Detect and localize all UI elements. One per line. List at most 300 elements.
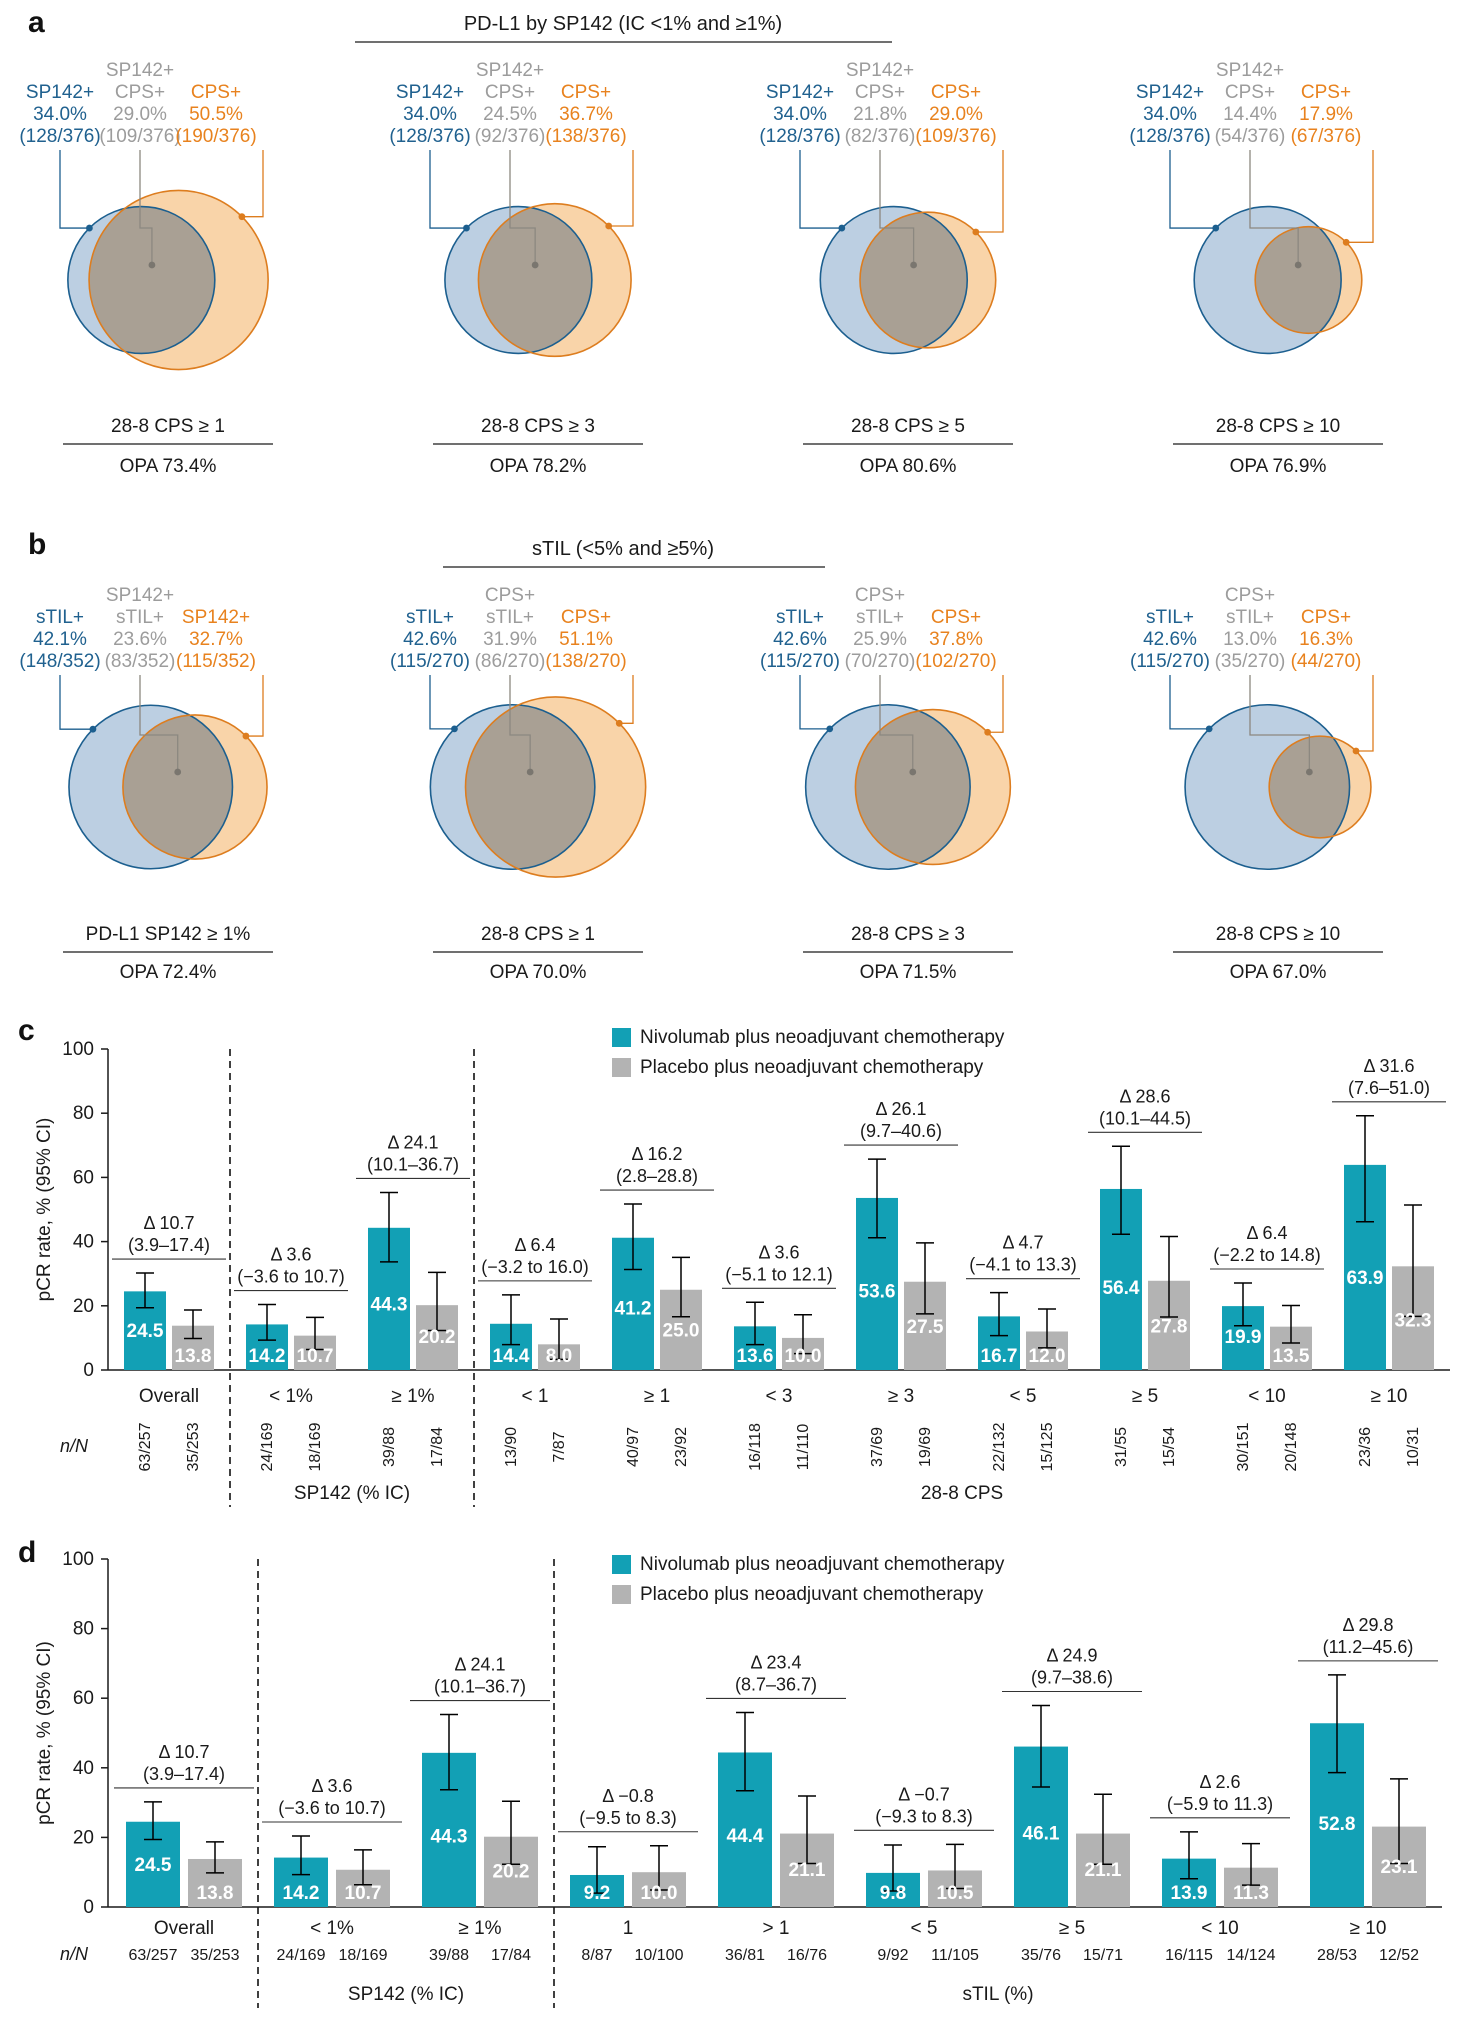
venn-dot-left	[451, 725, 458, 732]
n-over-N: 23/92	[673, 1426, 690, 1468]
venn-label-middle	[99, 60, 180, 147]
venn-connector-right	[246, 675, 263, 736]
n-over-N: 30/151	[1235, 1422, 1252, 1472]
svg-text:(82/376): (82/376)	[844, 126, 916, 147]
svg-text:(128/376): (128/376)	[389, 126, 471, 147]
n-over-N: 12/52	[1378, 1947, 1420, 1964]
n-over-N: 9/92	[877, 1947, 909, 1964]
venn-dot-right	[1343, 239, 1350, 246]
delta-ci: (10.1–36.7)	[366, 1154, 460, 1175]
svg-text:(115/270): (115/270)	[760, 651, 840, 672]
svg-text:SP142+: SP142+	[1215, 60, 1285, 81]
n-over-N: 35/253	[185, 1422, 202, 1472]
bar-value-label: 44.3	[430, 1826, 468, 1848]
svg-text:(70/270): (70/270)	[844, 651, 916, 672]
svg-text:CPS+: CPS+	[854, 82, 906, 103]
venn-label-middle	[105, 585, 176, 672]
svg-text:SP142+: SP142+	[105, 60, 175, 81]
y-tick-label: 100	[62, 1549, 94, 1570]
bar-value-label: 20.2	[418, 1326, 456, 1348]
panel-b-venn-figure	[0, 525, 1479, 1010]
legend-swatch-placebo	[612, 1058, 631, 1077]
svg-text:sTIL+: sTIL+	[485, 607, 535, 628]
bar-value-label: 27.5	[906, 1316, 944, 1338]
venn-dot-right	[984, 729, 991, 736]
category-label: ≥ 1%	[458, 1918, 502, 1939]
svg-text:sTIL+: sTIL+	[115, 607, 165, 628]
venn-connector-right	[988, 675, 1003, 732]
venn-caption: 28-8 CPS ≥ 1	[111, 416, 225, 437]
venn-dot-left	[838, 225, 845, 232]
svg-text:sTIL+: sTIL+	[1225, 607, 1275, 628]
svg-text:(128/376): (128/376)	[1129, 126, 1211, 147]
venn-label-right	[915, 607, 996, 672]
venn-connector-right	[1356, 675, 1373, 751]
delta-ci: (−3.6 to 10.7)	[237, 1266, 345, 1287]
svg-text:32.7%: 32.7%	[189, 629, 243, 650]
category-label: < 10	[1201, 1918, 1239, 1939]
bar-value-label: 9.2	[583, 1883, 611, 1904]
venn-dot-left	[826, 725, 833, 732]
svg-text:(148/352): (148/352)	[19, 651, 101, 672]
delta-ci: (9.7–40.6)	[859, 1121, 943, 1142]
delta-value: Δ 6.4	[1246, 1223, 1288, 1244]
svg-text:(138/376): (138/376)	[545, 126, 627, 147]
category-label: < 5	[1009, 1386, 1037, 1407]
n-over-N: 17/84	[490, 1947, 532, 1964]
delta-ci: (9.7–38.6)	[1030, 1667, 1114, 1688]
bar-value-label: 13.8	[174, 1346, 212, 1367]
legend-label: Placebo plus neoadjuvant chemotherapy	[640, 1584, 984, 1605]
svg-text:SP142+: SP142+	[845, 60, 915, 81]
delta-value: Δ 28.6	[1119, 1086, 1171, 1107]
n-over-N: 31/55	[1113, 1426, 1130, 1468]
venn-caption: 28-8 CPS ≥ 5	[851, 416, 965, 437]
svg-text:42.6%: 42.6%	[1143, 629, 1197, 650]
bar-value-label: 10.0	[784, 1346, 822, 1367]
bar-value-label: 44.4	[726, 1826, 764, 1848]
category-label: Overall	[138, 1386, 200, 1407]
venn-dot-left	[1206, 725, 1213, 732]
venn-label-middle	[475, 585, 546, 672]
venn-caption: 28-8 CPS ≥ 3	[481, 416, 595, 437]
venn-dot-middle	[174, 769, 181, 776]
n-over-N: 16/76	[786, 1947, 828, 1964]
venn-label-left	[1130, 607, 1210, 672]
venn-dot-middle	[910, 262, 917, 269]
delta-ci: (8.7–36.7)	[734, 1674, 818, 1695]
panel-b-label: b	[28, 528, 47, 561]
venn-label-middle	[845, 585, 916, 672]
n-over-N: 37/69	[869, 1426, 886, 1468]
venn-label-right	[175, 82, 256, 147]
n-over-N: 22/132	[991, 1422, 1008, 1472]
bar-value-label: 23.1	[1380, 1857, 1418, 1879]
category-label: ≥ 1%	[391, 1386, 435, 1407]
delta-value: Δ −0.7	[898, 1784, 950, 1805]
y-axis-title: pCR rate, % (95% CI)	[34, 1117, 55, 1302]
y-tick-label: 0	[83, 1897, 94, 1918]
venn-connector-left	[60, 675, 93, 729]
svg-text:SP142+: SP142+	[395, 82, 465, 103]
venn-dot-middle	[909, 769, 916, 776]
venn-dot-left	[1212, 225, 1219, 232]
venn-caption: 28-8 CPS ≥ 1	[481, 924, 595, 945]
y-tick-label: 20	[72, 1295, 94, 1317]
bar-value-label: 9.8	[879, 1883, 907, 1904]
venn-dot-left	[90, 726, 97, 733]
n-over-N: 16/118	[747, 1423, 764, 1471]
bar-value-label: 12.0	[1028, 1346, 1066, 1367]
venn-caption: 28-8 CPS ≥ 10	[1215, 924, 1341, 945]
venn-caption: 28-8 CPS ≥ 3	[851, 924, 965, 945]
venn-label-left	[19, 82, 100, 147]
n-over-N: 18/169	[307, 1422, 324, 1472]
delta-value: Δ 23.4	[750, 1652, 802, 1673]
venn-label-right	[176, 607, 256, 672]
n-over-N: 14/124	[1226, 1947, 1276, 1964]
svg-text:SP142+: SP142+	[25, 82, 95, 103]
delta-value: Δ 4.7	[1002, 1232, 1044, 1253]
bar-value-label: 10.0	[640, 1883, 678, 1904]
venn-opa: OPA 80.6%	[859, 456, 957, 477]
delta-ci: (−9.5 to 8.3)	[579, 1807, 677, 1828]
bar-value-label: 10.7	[296, 1346, 334, 1367]
axis-group-title: sTIL (%)	[962, 1984, 1034, 2005]
delta-ci: (10.1–44.5)	[1098, 1108, 1192, 1129]
venn-diagram	[19, 60, 273, 477]
venn-dot-left	[86, 225, 93, 232]
delta-value: Δ 3.6	[758, 1242, 800, 1263]
svg-text:CPS+: CPS+	[930, 607, 982, 628]
bar-value-label: 56.4	[1102, 1277, 1140, 1299]
venn-connector-right	[976, 150, 1003, 232]
n-over-N: 63/257	[128, 1947, 178, 1964]
n-over-N: 19/69	[917, 1426, 934, 1468]
venn-diagram	[760, 585, 1013, 983]
bar-value-label: 41.2	[614, 1298, 652, 1320]
y-tick-label: 80	[72, 1103, 94, 1125]
delta-ci: (−5.9 to 11.3)	[1166, 1793, 1274, 1814]
svg-text:(115/270): (115/270)	[390, 651, 470, 672]
svg-text:CPS+: CPS+	[1224, 82, 1276, 103]
category-label: < 5	[910, 1918, 938, 1939]
bar-value-label: 53.6	[858, 1281, 896, 1303]
venn-connector-right	[619, 675, 633, 723]
svg-text:17.9%: 17.9%	[1299, 104, 1353, 125]
legend-label: Placebo plus neoadjuvant chemotherapy	[640, 1057, 984, 1078]
delta-value: Δ 16.2	[631, 1144, 683, 1165]
y-tick-label: 20	[72, 1827, 94, 1849]
nN-axis-label: n/N	[60, 1436, 89, 1456]
venn-dot-middle	[532, 262, 539, 269]
svg-text:sTIL+: sTIL+	[1145, 607, 1195, 628]
svg-text:SP142+: SP142+	[1135, 82, 1205, 103]
svg-text:13.0%: 13.0%	[1223, 629, 1277, 650]
svg-text:(115/270): (115/270)	[1130, 651, 1210, 672]
n-over-N: 10/31	[1405, 1426, 1422, 1468]
delta-value: Δ 24.1	[387, 1132, 439, 1153]
venn-opa: OPA 71.5%	[859, 962, 957, 983]
venn-label-right	[1291, 607, 1362, 672]
svg-text:34.0%: 34.0%	[1143, 104, 1197, 125]
venn-connector-right	[242, 150, 263, 217]
y-axis-title: pCR rate, % (95% CI)	[34, 1641, 55, 1825]
bar-value-label: 20.2	[492, 1861, 530, 1883]
legend-label: Nivolumab plus neoadjuvant chemotherapy	[640, 1554, 1005, 1575]
delta-ci: (10.1–36.7)	[433, 1676, 527, 1697]
venn-diagram	[1130, 585, 1383, 983]
n-over-N: 18/169	[338, 1947, 388, 1964]
delta-value: Δ 10.7	[143, 1213, 195, 1234]
svg-text:31.9%: 31.9%	[483, 629, 537, 650]
delta-ci: (−3.2 to 16.0)	[481, 1256, 589, 1277]
bar-value-label: 27.8	[1150, 1316, 1188, 1338]
n-over-N: 11/110	[795, 1423, 812, 1471]
n-over-N: 36/81	[724, 1947, 766, 1964]
venn-dot-middle	[1295, 262, 1302, 269]
svg-text:(115/352): (115/352)	[176, 651, 256, 672]
venn-connector-right	[1346, 150, 1373, 242]
svg-text:sTIL+: sTIL+	[775, 607, 825, 628]
n-over-N: 15/54	[1161, 1426, 1178, 1468]
venn-label-left	[759, 82, 840, 147]
delta-ci: (2.8–28.8)	[615, 1166, 699, 1187]
category-label: ≥ 1	[643, 1386, 671, 1407]
svg-text:CPS+: CPS+	[114, 82, 166, 103]
venn-diagram	[1129, 60, 1383, 477]
y-tick-label: 80	[72, 1618, 94, 1640]
svg-text:CPS+: CPS+	[190, 82, 242, 103]
panel-c-bar-chart	[0, 1010, 1479, 1530]
svg-text:(67/376): (67/376)	[1290, 126, 1362, 147]
venn-label-right	[545, 607, 626, 672]
bar-value-label: 8.0	[545, 1346, 573, 1367]
delta-value: Δ 2.6	[1199, 1771, 1241, 1792]
panel-c-label: c	[18, 1014, 35, 1047]
delta-ci: (−2.2 to 14.8)	[1213, 1245, 1321, 1266]
bar-value-label: 10.7	[344, 1883, 382, 1904]
svg-text:42.6%: 42.6%	[403, 629, 457, 650]
svg-text:50.5%: 50.5%	[189, 104, 243, 125]
venn-label-middle	[1215, 60, 1286, 147]
svg-text:29.0%: 29.0%	[929, 104, 983, 125]
svg-text:(83/352): (83/352)	[104, 651, 176, 672]
panel-title: sTIL (<5% and ≥5%)	[532, 538, 714, 560]
venn-caption: 28-8 CPS ≥ 10	[1215, 416, 1341, 437]
svg-text:(109/376): (109/376)	[99, 126, 181, 147]
venn-label-right	[1291, 82, 1362, 147]
n-over-N: 15/71	[1082, 1947, 1124, 1964]
bar-value-label: 13.9	[1170, 1883, 1208, 1904]
bar-value-label: 10.5	[936, 1883, 974, 1904]
venn-opa: OPA 72.4%	[119, 962, 217, 983]
n-over-N: 24/169	[259, 1422, 276, 1472]
svg-text:14.4%: 14.4%	[1223, 104, 1277, 125]
svg-text:CPS+: CPS+	[930, 82, 982, 103]
venn-connector-left	[1170, 150, 1216, 228]
venn-dot-right	[605, 223, 612, 230]
delta-value: Δ 26.1	[875, 1099, 927, 1120]
bar-value-label: 14.4	[492, 1346, 530, 1367]
n-over-N: 8/87	[581, 1947, 613, 1964]
category-label: < 1%	[310, 1918, 354, 1939]
svg-text:(35/270): (35/270)	[1214, 651, 1286, 672]
n-over-N: 28/53	[1316, 1947, 1358, 1964]
category-label: < 1%	[269, 1386, 313, 1407]
axis-group-title: 28-8 CPS	[920, 1483, 1004, 1504]
n-over-N: 24/169	[276, 1947, 326, 1964]
delta-value: Δ 3.6	[270, 1244, 312, 1265]
svg-text:(54/376): (54/376)	[1214, 126, 1286, 147]
n-over-N: 35/253	[190, 1947, 240, 1964]
bar-value-label: 13.5	[1272, 1346, 1310, 1367]
n-over-N: 11/105	[931, 1947, 979, 1964]
venn-dot-left	[463, 225, 470, 232]
bar-value-label: 16.7	[980, 1346, 1018, 1367]
svg-text:(86/270): (86/270)	[474, 651, 546, 672]
venn-label-middle	[475, 60, 546, 147]
venn-dot-middle	[1306, 769, 1313, 776]
n-over-N: 10/100	[634, 1947, 684, 1964]
venn-connector-left	[800, 675, 830, 729]
delta-value: Δ 10.7	[158, 1741, 210, 1762]
svg-text:SP142+: SP142+	[765, 82, 835, 103]
delta-value: Δ 29.8	[1342, 1614, 1394, 1635]
venn-diagram	[19, 585, 273, 983]
n-over-N: 17/84	[429, 1426, 446, 1468]
svg-text:CPS+: CPS+	[1224, 585, 1276, 606]
delta-ci: (−4.1 to 13.3)	[969, 1254, 1077, 1275]
svg-text:29.0%: 29.0%	[113, 104, 167, 125]
bar-value-label: 13.8	[196, 1883, 234, 1904]
svg-text:SP142+: SP142+	[181, 607, 251, 628]
bar-value-label: 14.2	[248, 1346, 286, 1367]
delta-ci: (3.9–17.4)	[142, 1763, 226, 1784]
legend-label: Nivolumab plus neoadjuvant chemotherapy	[640, 1027, 1005, 1048]
venn-label-right	[545, 82, 626, 147]
svg-text:sTIL+: sTIL+	[855, 607, 905, 628]
svg-text:SP142+: SP142+	[475, 60, 545, 81]
svg-text:CPS+: CPS+	[854, 585, 906, 606]
bar-value-label: 14.2	[282, 1883, 320, 1904]
y-tick-label: 60	[72, 1167, 94, 1189]
bar-value-label: 21.1	[1084, 1860, 1122, 1882]
svg-text:25.9%: 25.9%	[853, 629, 907, 650]
category-label: < 1	[521, 1386, 549, 1407]
y-tick-label: 60	[72, 1688, 94, 1710]
venn-connector-right	[609, 150, 633, 226]
axis-group-title: SP142 (% IC)	[293, 1483, 411, 1504]
venn-label-middle	[845, 60, 916, 147]
bar-value-label: 63.9	[1346, 1267, 1384, 1289]
svg-text:CPS+: CPS+	[560, 607, 612, 628]
svg-text:23.6%: 23.6%	[113, 629, 167, 650]
bar-value-label: 11.3	[1233, 1883, 1269, 1904]
svg-text:21.8%: 21.8%	[853, 104, 907, 125]
venn-dot-middle	[149, 262, 156, 269]
svg-text:24.5%: 24.5%	[483, 104, 537, 125]
y-tick-label: 40	[72, 1757, 94, 1779]
legend-swatch-placebo	[612, 1585, 631, 1604]
svg-text:CPS+: CPS+	[484, 82, 536, 103]
svg-text:(44/270): (44/270)	[1290, 651, 1362, 672]
legend-swatch-nivolumab	[612, 1028, 631, 1047]
venn-dot-right	[1353, 748, 1360, 755]
venn-dot-right	[972, 229, 979, 236]
category-label: ≥ 5	[1131, 1386, 1159, 1407]
n-over-N: 35/76	[1020, 1947, 1062, 1964]
y-tick-label: 0	[83, 1360, 94, 1381]
venn-caption: PD-L1 SP142 ≥ 1%	[85, 924, 251, 945]
svg-text:(190/376): (190/376)	[175, 126, 257, 147]
bar-value-label: 46.1	[1022, 1823, 1060, 1845]
venn-dot-right	[243, 733, 250, 740]
panel-title: PD-L1 by SP142 (IC <1% and ≥1%)	[463, 13, 783, 35]
venn-opa: OPA 67.0%	[1229, 962, 1327, 983]
svg-text:16.3%: 16.3%	[1299, 629, 1353, 650]
n-over-N: 40/97	[625, 1426, 642, 1468]
category-label: < 10	[1248, 1386, 1286, 1407]
venn-label-left	[19, 607, 100, 672]
n-over-N: 7/87	[551, 1431, 568, 1463]
n-over-N: 13/90	[503, 1426, 520, 1468]
svg-text:(109/376): (109/376)	[915, 126, 997, 147]
venn-dot-right	[616, 720, 623, 727]
category-label: 1	[622, 1918, 634, 1939]
svg-text:42.1%: 42.1%	[33, 629, 87, 650]
venn-label-right	[915, 82, 996, 147]
category-label: ≥ 5	[1058, 1918, 1086, 1939]
svg-text:51.1%: 51.1%	[559, 629, 613, 650]
panel-a-label: a	[28, 6, 45, 39]
delta-value: Δ 24.1	[454, 1654, 506, 1675]
bar-value-label: 13.6	[736, 1346, 774, 1367]
category-label: ≥ 10	[1370, 1386, 1408, 1407]
category-label: ≥ 3	[887, 1386, 915, 1407]
venn-opa: OPA 73.4%	[119, 456, 217, 477]
delta-ci: (3.9–17.4)	[127, 1235, 211, 1256]
svg-text:sTIL+: sTIL+	[35, 607, 85, 628]
delta-ci: (−9.3 to 8.3)	[875, 1806, 973, 1827]
y-tick-label: 40	[72, 1231, 94, 1253]
bar-value-label: 52.8	[1318, 1813, 1356, 1835]
n-over-N: 20/148	[1283, 1422, 1300, 1472]
n-over-N: 15/125	[1039, 1422, 1056, 1472]
delta-ci: (−5.1 to 12.1)	[725, 1264, 833, 1285]
delta-ci: (7.6–51.0)	[1347, 1077, 1431, 1098]
bar-value-label: 24.5	[126, 1320, 164, 1342]
venn-label-left	[390, 607, 470, 672]
venn-diagram	[390, 585, 646, 983]
svg-text:(102/270): (102/270)	[915, 651, 997, 672]
svg-text:CPS+: CPS+	[1300, 607, 1352, 628]
n-over-N: 23/36	[1357, 1426, 1374, 1468]
axis-group-title: SP142 (% IC)	[347, 1984, 465, 2005]
venn-label-left	[1129, 82, 1210, 147]
svg-text:36.7%: 36.7%	[559, 104, 613, 125]
venn-label-left	[389, 82, 470, 147]
svg-text:SP142+: SP142+	[105, 585, 175, 606]
svg-text:34.0%: 34.0%	[403, 104, 457, 125]
svg-text:CPS+: CPS+	[484, 585, 536, 606]
delta-value: Δ −0.8	[602, 1785, 654, 1806]
svg-text:CPS+: CPS+	[1300, 82, 1352, 103]
bar-value-label: 24.5	[134, 1855, 172, 1877]
venn-dot-middle	[527, 769, 534, 776]
svg-text:34.0%: 34.0%	[33, 104, 87, 125]
n-over-N: 39/88	[381, 1426, 398, 1468]
